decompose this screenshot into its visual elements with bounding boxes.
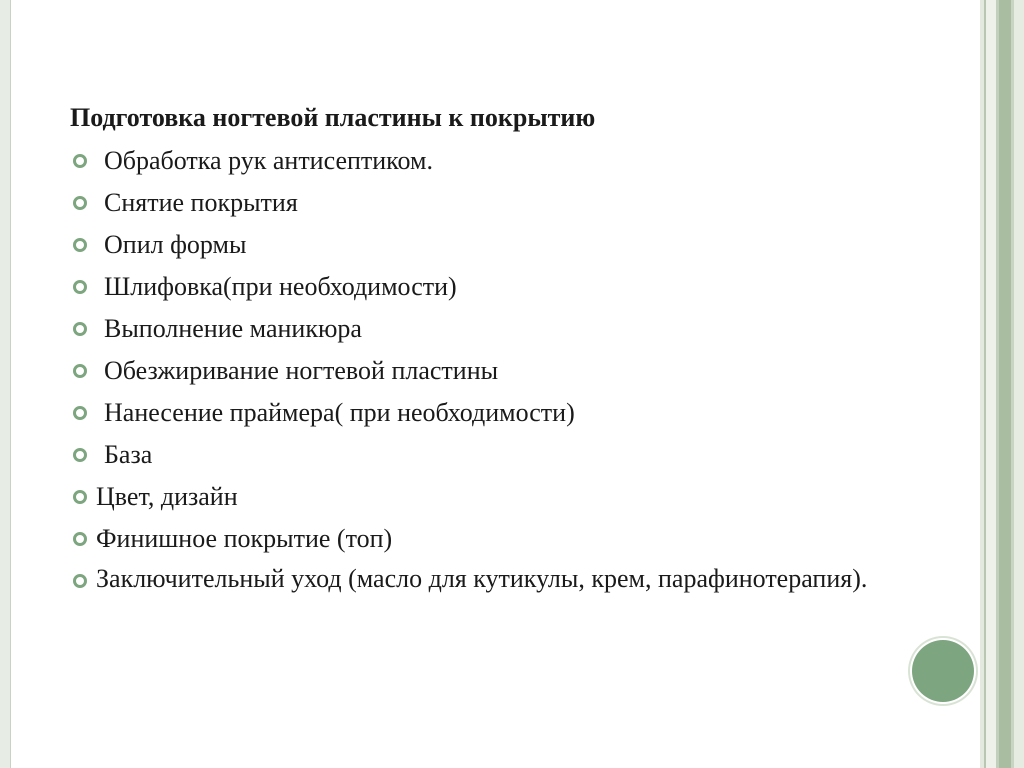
list-item: [70, 266, 890, 308]
list-item: [70, 350, 890, 392]
list-item: [70, 224, 890, 266]
left-border-decoration: [0, 0, 11, 768]
list-item-text: Выполнение маникюра: [104, 314, 362, 343]
list-item-text: База: [104, 440, 153, 469]
list-item: [70, 140, 890, 182]
list-item-text: Снятие покрытия: [104, 188, 298, 217]
list-item: [70, 434, 890, 476]
list-item-text: Финишное покрытие (топ): [96, 524, 393, 553]
list-item-text: Обработка рук антисептиком.: [104, 146, 433, 175]
list-item-text: Обезжиривание ногтевой пластины: [104, 356, 499, 385]
ring-bullet-icon: [73, 574, 87, 588]
list-item: [70, 182, 890, 224]
list-item-text: Цвет, дизайн: [96, 482, 238, 511]
list-item: [70, 392, 890, 434]
list-item: [70, 560, 890, 598]
ring-bullet-icon: [73, 406, 87, 420]
ring-bullet-icon: [73, 532, 87, 546]
slide-title: Подготовка ногтевой пластины к покрытию: [70, 103, 596, 132]
list-item-text: Заключительный уход (масло для кутикулы, крем, парафинотерапия).: [96, 564, 868, 593]
ring-bullet-icon: [73, 196, 87, 210]
ring-bullet-icon: [73, 280, 87, 294]
ring-bullet-icon: [73, 238, 87, 252]
ring-bullet-icon: [73, 322, 87, 336]
list-item-text: Шлифовка(при необходимости): [104, 272, 457, 301]
list-item: [70, 476, 890, 518]
list-item-text: Опил формы: [104, 230, 247, 259]
ring-bullet-icon: [73, 154, 87, 168]
right-stripes-decoration: [980, 0, 1024, 768]
list-item-text: Нанесение праймера( при необходимости): [104, 398, 575, 427]
slide-content: [70, 100, 890, 598]
ring-bullet-icon: [73, 364, 87, 378]
green-circle-decoration: [912, 640, 974, 702]
bullet-list: [70, 140, 890, 598]
ring-bullet-icon: [73, 448, 87, 462]
ring-bullet-icon: [73, 490, 87, 504]
list-item: [70, 308, 890, 350]
list-item: [70, 518, 890, 560]
